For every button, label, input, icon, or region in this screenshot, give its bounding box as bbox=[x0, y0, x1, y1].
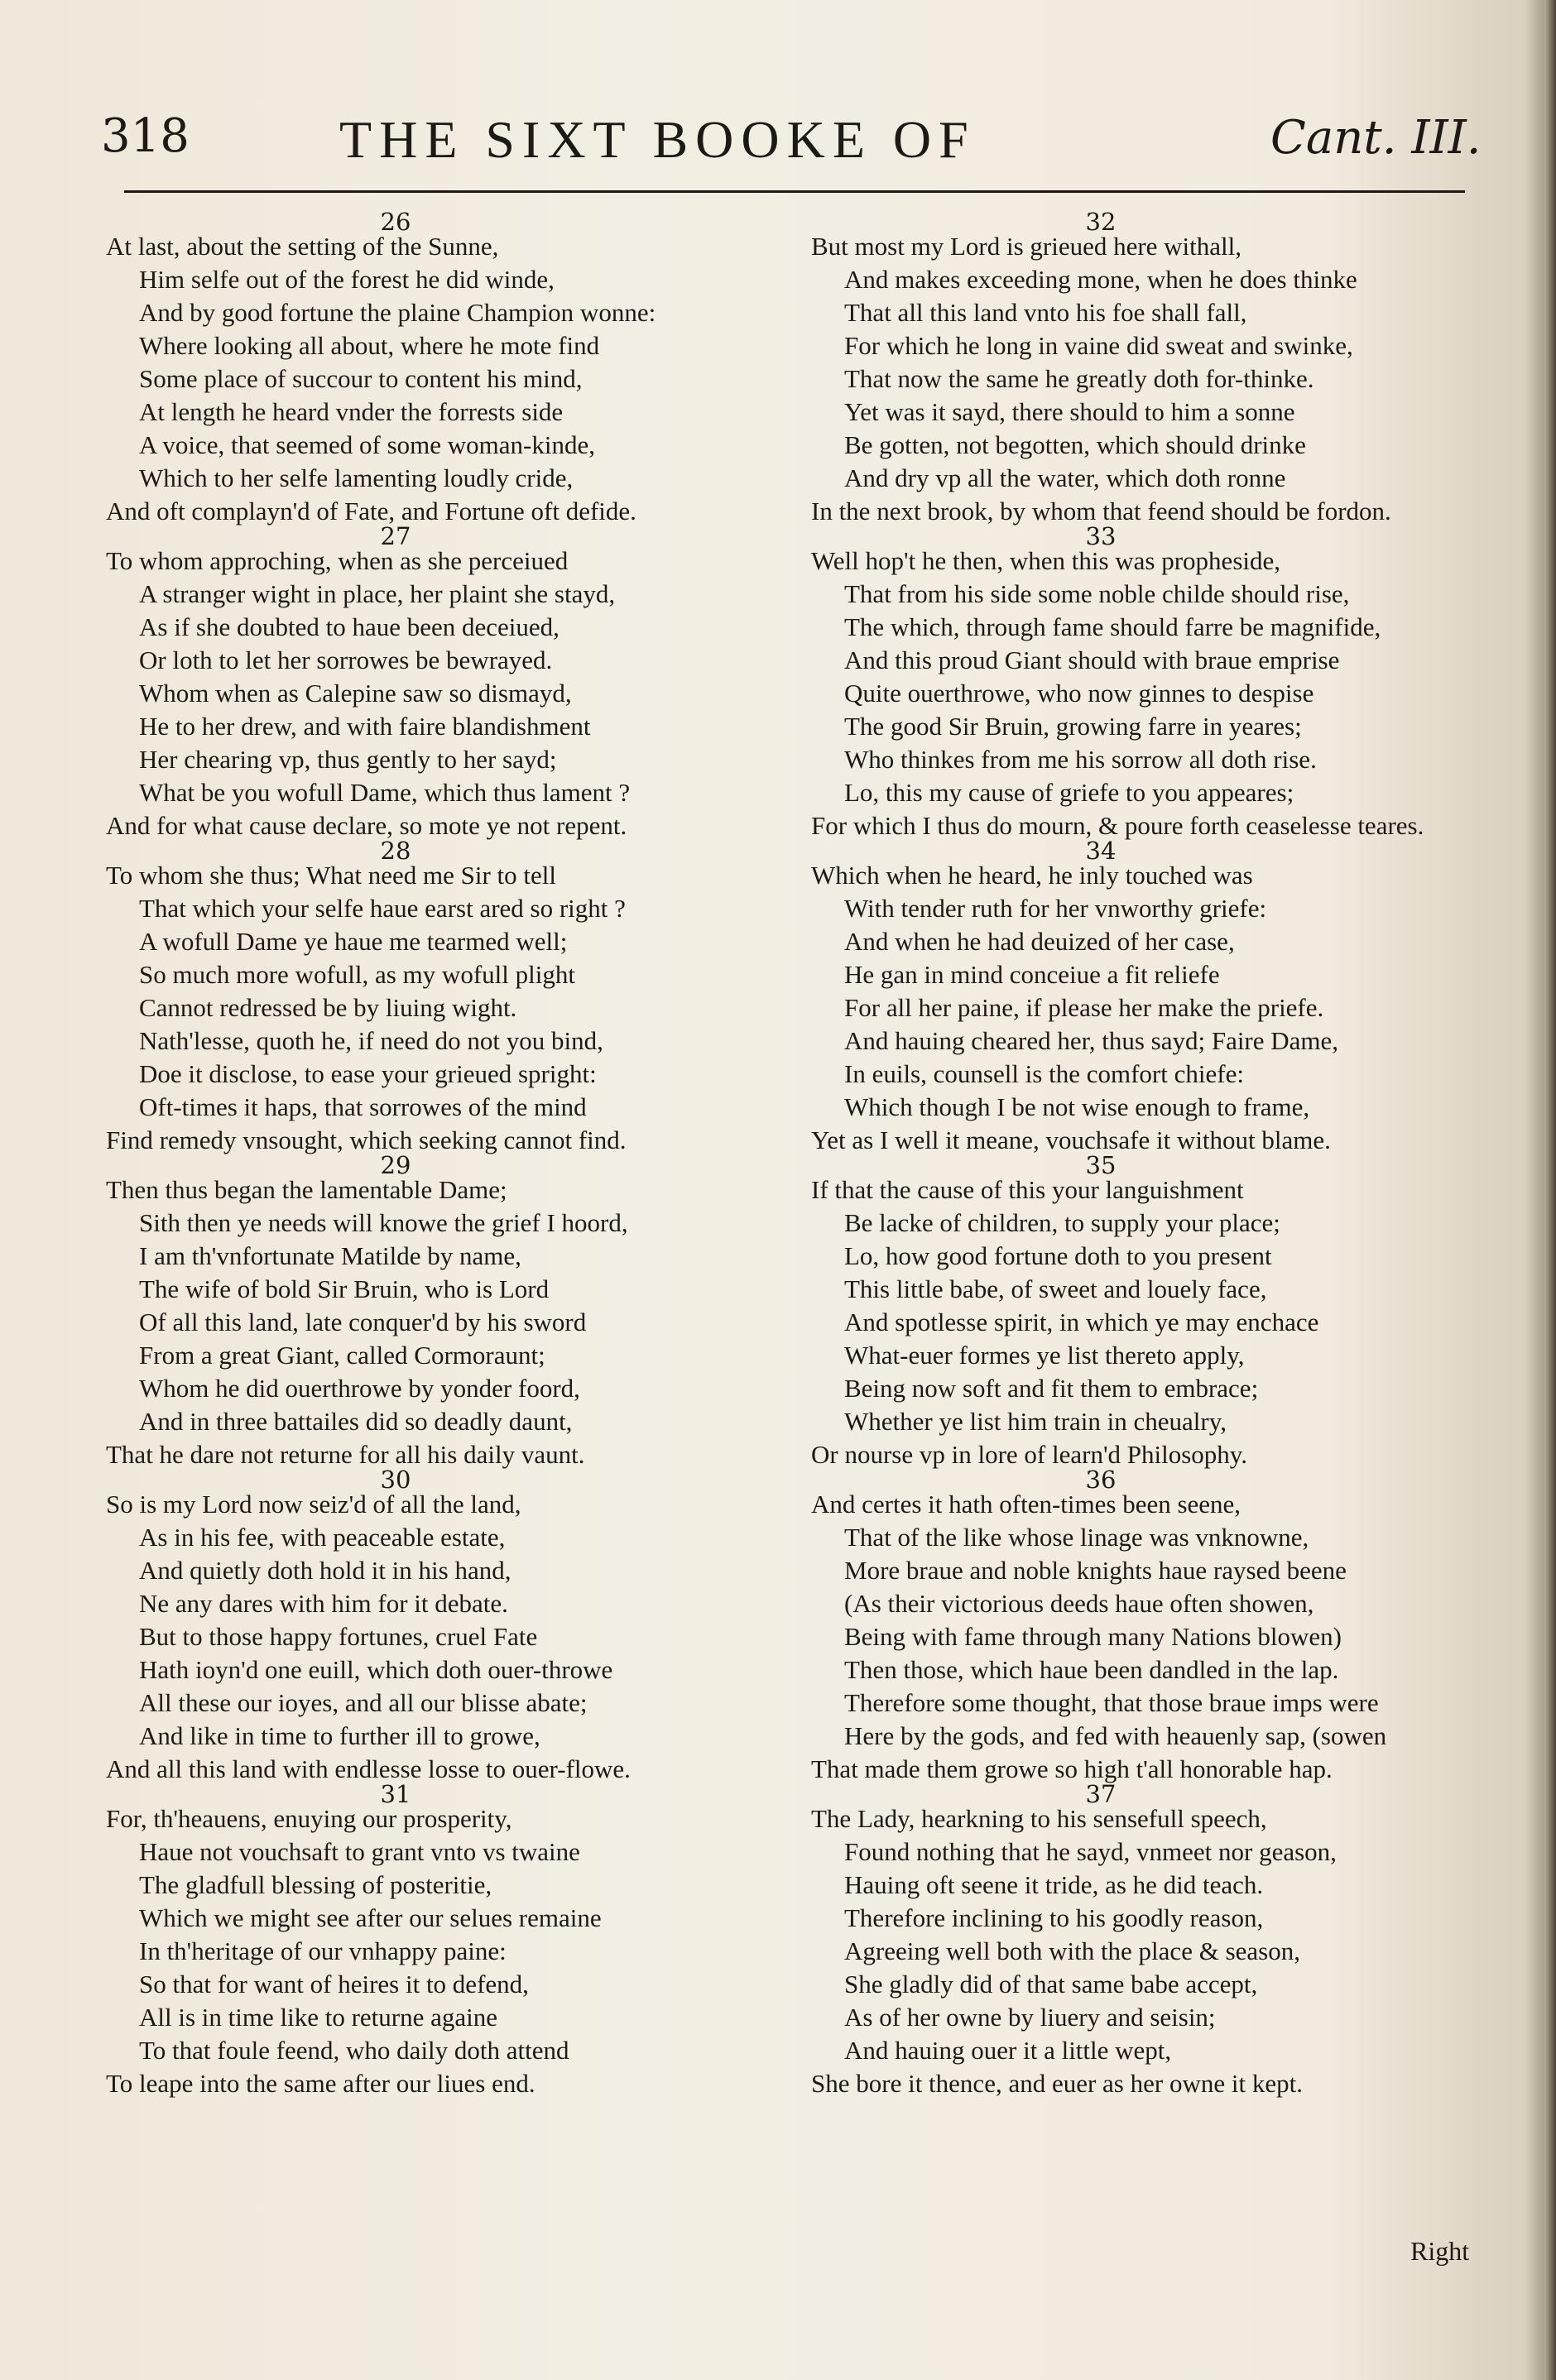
verse-line: Sith then ye needs will knowe the grief I hoord, bbox=[139, 1208, 628, 1237]
verse-line: Yet as I well it meane, vouchsafe it without blame. bbox=[811, 1125, 1331, 1154]
verse-line: Or loth to let her sorrowes be bewrayed. bbox=[139, 645, 553, 674]
stanza bbox=[811, 522, 1506, 842]
verse-line: All these our ioyes, and all our blisse abate; bbox=[139, 1688, 588, 1717]
stanza-number: 29 bbox=[380, 1151, 411, 1179]
stanza-number: 30 bbox=[380, 1466, 411, 1494]
verse-line: Be gotten, not begotten, which should drinke bbox=[844, 430, 1306, 459]
verse-line: A wofull Dame ye haue me tearmed well; bbox=[139, 927, 568, 956]
verse-line: And hauing ouer it a little wept, bbox=[844, 2036, 1172, 2065]
stanza bbox=[106, 837, 801, 1157]
verse-line: He gan in mind conceiue a fit reliefe bbox=[844, 960, 1220, 989]
verse-line: In th'heritage of our vnhappy paine: bbox=[139, 1936, 507, 1965]
verse-line: Here by the gods, and fed with heauenly sap, (sowen bbox=[844, 1721, 1387, 1750]
verse-line: To whom she thus; What need me Sir to tell bbox=[106, 861, 556, 890]
verse-line: Being with fame through many Nations blowen) bbox=[844, 1622, 1342, 1651]
verse-line: Being now soft and fit them to embrace; bbox=[844, 1374, 1259, 1403]
stanza-number: 26 bbox=[380, 208, 411, 236]
verse-line: If that the cause of this your languishment bbox=[811, 1175, 1244, 1204]
verse-line: But most my Lord is grieued here withall, bbox=[811, 232, 1242, 261]
verse-line: Doe it disclose, to ease your grieued spright: bbox=[139, 1059, 597, 1088]
verse-line: As if she doubted to haue been deceiued, bbox=[139, 612, 559, 641]
verse-line: Whom when as Calepine saw so dismayd, bbox=[139, 679, 572, 708]
verse-line: Oft-times it haps, that sorrowes of the mind bbox=[139, 1092, 587, 1121]
verse-line: For which he long in vaine did sweat and swinke, bbox=[844, 331, 1353, 360]
verse-line: Him selfe out of the forest he did winde, bbox=[139, 265, 555, 294]
page-edge bbox=[1544, 0, 1556, 2380]
verse-line: At last, about the setting of the Sunne, bbox=[106, 232, 499, 261]
verse-line: And certes it hath often-times been seene, bbox=[811, 1490, 1241, 1519]
verse-line: Which we might see after our selues remaine bbox=[139, 1903, 602, 1932]
header-rule bbox=[124, 190, 1465, 193]
verse-line: Hath ioyn'd one euill, which doth ouer-throwe bbox=[139, 1655, 613, 1684]
verse-line: To whom approching, when as she perceiued bbox=[106, 546, 569, 575]
verse-line: She gladly did of that same babe accept, bbox=[844, 1970, 1258, 1999]
verse-line: Her chearing vp, thus gently to her sayd; bbox=[139, 745, 557, 774]
verse-line: And this proud Giant should with braue emprise bbox=[844, 645, 1340, 674]
verse-line: She bore it thence, and euer as her owne it kept. bbox=[811, 2069, 1303, 2098]
verse-line: Quite ouerthrowe, who now ginnes to despise bbox=[844, 679, 1314, 708]
verse-line: The wife of bold Sir Bruin, who is Lord bbox=[139, 1274, 550, 1303]
stanza bbox=[811, 1466, 1506, 1786]
verse-line: And like in time to further ill to growe, bbox=[139, 1721, 540, 1750]
stanza bbox=[811, 208, 1506, 528]
verse-line: Cannot redressed be by liuing wight. bbox=[139, 993, 517, 1022]
verse-line: Some place of succour to content his mind, bbox=[139, 364, 583, 393]
left-column bbox=[106, 208, 801, 2100]
verse-line: And for what cause declare, so mote ye not repent. bbox=[106, 811, 627, 840]
verse-line: That of the like whose linage was vnknowne, bbox=[844, 1523, 1309, 1552]
verse-line: To leape into the same after our liues end. bbox=[106, 2069, 535, 2098]
running-title: THE SIXT BOOKE OF bbox=[339, 110, 976, 169]
stanza bbox=[106, 522, 801, 842]
verse-line: So much more wofull, as my wofull plight bbox=[139, 960, 575, 989]
verse-line: With tender ruth for her vnworthy griefe: bbox=[844, 894, 1267, 923]
verse-line: Hauing oft seene it tride, as he did teach. bbox=[844, 1870, 1264, 1899]
verse-line: That all this land vnto his foe shall fall, bbox=[844, 298, 1247, 327]
verse-line: That he dare not returne for all his daily vaunt. bbox=[106, 1440, 585, 1469]
stanza-number: 33 bbox=[1085, 522, 1117, 550]
stanza bbox=[811, 1780, 1506, 2100]
right-column bbox=[811, 208, 1506, 2100]
verse-line: All is in time like to returne againe bbox=[139, 2003, 498, 2032]
verse-line: What be you wofull Dame, which thus lament ? bbox=[139, 778, 631, 807]
verse-line: Lo, this my cause of griefe to you appeares; bbox=[844, 778, 1294, 807]
stanza-number: 34 bbox=[1085, 837, 1117, 865]
verse-line: In the next brook, by whom that feend should be fordon. bbox=[811, 497, 1391, 525]
page-header bbox=[0, 99, 1556, 174]
verse-line: And spotlesse spirit, in which ye may enchace bbox=[844, 1308, 1319, 1336]
verse-line: To that foule feend, who daily doth attend bbox=[139, 2036, 569, 2065]
verse-line: As of her owne by liuery and seisin; bbox=[844, 2003, 1216, 2032]
stanza-number: 37 bbox=[1085, 1780, 1117, 1808]
verse-line: But to those happy fortunes, cruel Fate bbox=[139, 1622, 538, 1651]
verse-line: That now the same he greatly doth for-thinke. bbox=[844, 364, 1314, 393]
verse-line: At length he heard vnder the forrests side bbox=[139, 397, 564, 426]
verse-line: And makes exceeding mone, when he does thinke bbox=[844, 265, 1357, 294]
verse-line: The gladfull blessing of posteritie, bbox=[139, 1870, 492, 1899]
verse-line: Ne any dares with him for it debate. bbox=[139, 1589, 508, 1618]
verse-line: I am th'vnfortunate Matilde by name, bbox=[139, 1241, 521, 1270]
verse-line: Then thus began the lamentable Dame; bbox=[106, 1175, 507, 1204]
catchword: Right bbox=[1410, 2236, 1470, 2266]
verse-line: Yet was it sayd, there should to him a sonne bbox=[844, 397, 1295, 426]
verse-line: The Lady, hearkning to his sensefull speech, bbox=[811, 1804, 1267, 1833]
canto-label: Cant. III. bbox=[1270, 111, 1482, 165]
verse-line: Therefore some thought, that those braue imps were bbox=[844, 1688, 1379, 1717]
verse-line: Found nothing that he sayd, vnmeet nor geason, bbox=[844, 1837, 1337, 1866]
verse-line: From a great Giant, called Cormoraunt; bbox=[139, 1341, 545, 1370]
verse-line: And all this land with endlesse losse to ouer-flowe. bbox=[106, 1754, 631, 1783]
verse-line: The which, through fame should farre be magnifide, bbox=[844, 612, 1381, 641]
verse-line: As in his fee, with peaceable estate, bbox=[139, 1523, 506, 1552]
stanza bbox=[811, 837, 1506, 1157]
verse-line: For all her paine, if please her make the priefe. bbox=[844, 993, 1324, 1022]
verse-line: Where looking all about, where he mote find bbox=[139, 331, 600, 360]
verse-line: That made them growe so high t'all honorable hap. bbox=[811, 1754, 1333, 1783]
verse-line: More braue and noble knights haue raysed beene bbox=[844, 1556, 1347, 1585]
verse-line: (As their victorious deeds haue often showen, bbox=[844, 1589, 1314, 1618]
stanza-number: 27 bbox=[380, 522, 411, 550]
verse-line: The good Sir Bruin, growing farre in yeares; bbox=[844, 712, 1302, 741]
verse-line: And dry vp all the water, which doth ronne bbox=[844, 463, 1286, 492]
verse-line: Therefore inclining to his goodly reason, bbox=[844, 1903, 1264, 1932]
verse-line: Then those, which haue been dandled in the lap. bbox=[844, 1655, 1339, 1684]
verse-line: That which your selfe haue earst ared so right ? bbox=[139, 894, 626, 923]
verse-line: This little babe, of sweet and louely face, bbox=[844, 1274, 1267, 1303]
verse-line: Whether ye list him train in cheualry, bbox=[844, 1407, 1227, 1436]
stanza bbox=[106, 1151, 801, 1471]
stanza-number: 28 bbox=[380, 837, 411, 865]
stanza bbox=[106, 1780, 801, 2100]
stanza bbox=[106, 1466, 801, 1786]
verse-line: A voice, that seemed of some woman-kinde, bbox=[139, 430, 595, 459]
verse-line: Which when he heard, he inly touched was bbox=[811, 861, 1253, 890]
stanza bbox=[106, 208, 801, 528]
verse-line: And quietly doth hold it in his hand, bbox=[139, 1556, 511, 1585]
verse-line: And in three battailes did so deadly daunt, bbox=[139, 1407, 573, 1436]
stanza bbox=[811, 1151, 1506, 1471]
verse-line: For, th'heauens, enuying our prosperity, bbox=[106, 1804, 512, 1833]
verse-line: Whom he did ouerthrowe by yonder foord, bbox=[139, 1374, 580, 1403]
verse-line: Find remedy vnsought, which seeking cannot find. bbox=[106, 1125, 627, 1154]
verse-line: Be lacke of children, to supply your place; bbox=[844, 1208, 1280, 1237]
stanza-number: 35 bbox=[1085, 1151, 1117, 1179]
verse-line: Nath'lesse, quoth he, if need do not you bind, bbox=[139, 1026, 603, 1055]
stanza-number: 36 bbox=[1085, 1466, 1117, 1494]
stanza-number: 32 bbox=[1085, 208, 1117, 236]
verse-line: A stranger wight in place, her plaint she stayd, bbox=[139, 579, 616, 608]
verse-line: In euils, counsell is the comfort chiefe: bbox=[844, 1059, 1244, 1088]
verse-line: And by good fortune the plaine Champion wonne: bbox=[139, 298, 656, 327]
verse-line: That from his side some noble childe should rise, bbox=[844, 579, 1350, 608]
verse-line: So is my Lord now seiz'd of all the land, bbox=[106, 1490, 521, 1519]
verse-line: Who thinkes from me his sorrow all doth rise. bbox=[844, 745, 1317, 774]
verse-line: Haue not vouchsaft to grant vnto vs twaine bbox=[139, 1837, 580, 1866]
verse-line: Lo, how good fortune doth to you present bbox=[844, 1241, 1272, 1270]
verse-line: Which to her selfe lamenting loudly cride, bbox=[139, 463, 574, 492]
verse-line: Of all this land, late conquer'd by his sword bbox=[139, 1308, 587, 1336]
verse-line: Agreeing well both with the place & season, bbox=[844, 1936, 1300, 1965]
verse-line: He to her drew, and with faire blandishment bbox=[139, 712, 591, 741]
page-number: 318 bbox=[101, 109, 190, 163]
verse-line: What-euer formes ye list thereto apply, bbox=[844, 1341, 1245, 1370]
stanza-number: 31 bbox=[380, 1780, 411, 1808]
verse-line: So that for want of heires it to defend, bbox=[139, 1970, 529, 1999]
verse-line: For which I thus do mourn, & poure forth ceaselesse teares. bbox=[811, 811, 1424, 840]
verse-line: And when he had deuized of her case, bbox=[844, 927, 1235, 956]
verse-line: Which though I be not wise enough to frame, bbox=[844, 1092, 1310, 1121]
verse-line: Well hop't he then, when this was propheside, bbox=[811, 546, 1281, 575]
verse-line: Or nourse vp in lore of learn'd Philosophy. bbox=[811, 1440, 1248, 1469]
verse-line: And hauing cheared her, thus sayd; Faire Dame, bbox=[844, 1026, 1339, 1055]
verse-line: And oft complayn'd of Fate, and Fortune oft defide. bbox=[106, 497, 636, 525]
